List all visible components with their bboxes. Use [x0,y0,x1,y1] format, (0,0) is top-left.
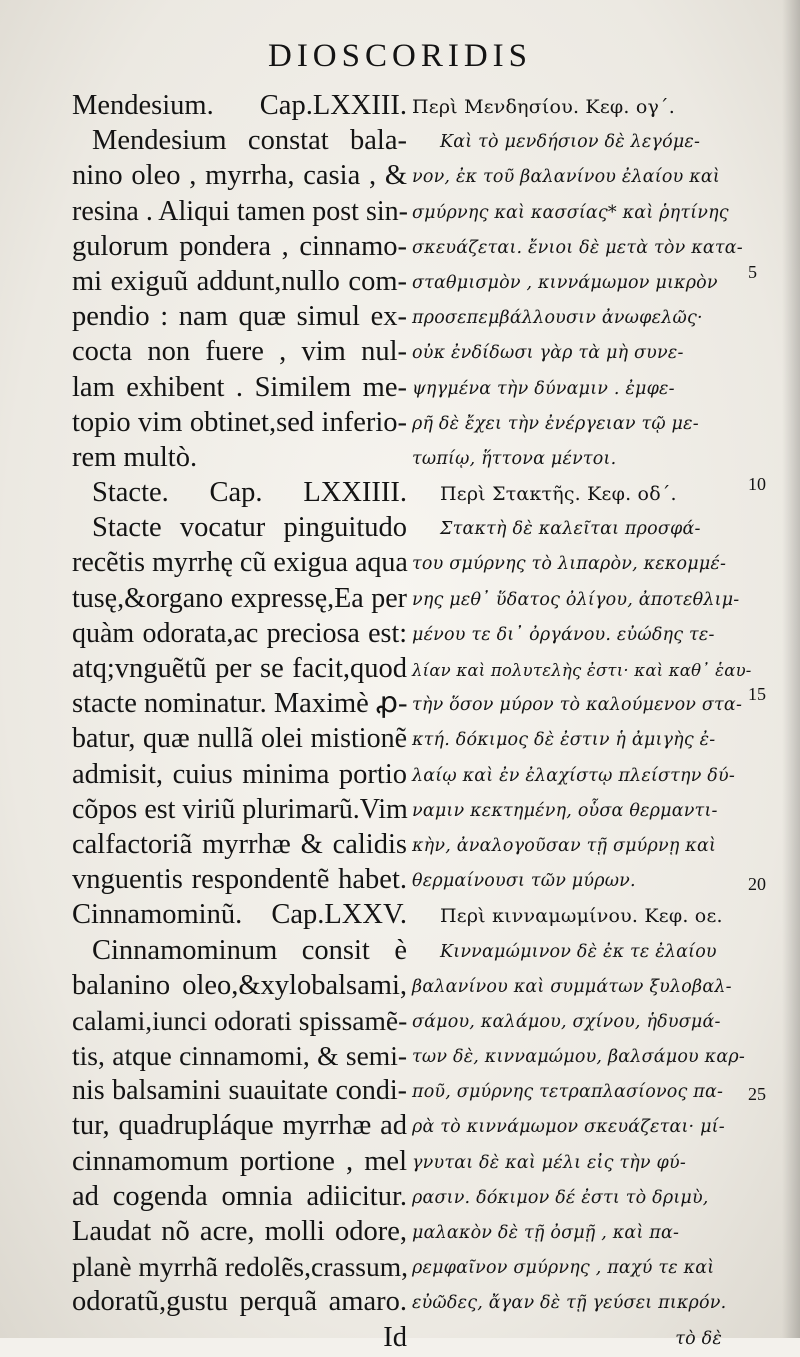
text-line: μένου τε δι᾽ ὀργάνου. εὐώδης τε- [412,624,715,645]
text-line: σάμου, καλάμου, σχίνου, ἡδυσμά- [412,1011,721,1032]
text-line: των δὲ, κινναμώμου, βαλσάμου καρ- [412,1047,745,1068]
catchword: τὸ δὲ [675,1328,722,1349]
text-line: κτή. δόκιμος δὲ ἐστιν ἡ ἀμιγὴς ἐ- [412,730,716,751]
text-line: quàm odorata,ac preciosa est: [72,617,407,649]
text-line: admisit, cuius minima portio [72,758,407,790]
text-line: cõpos est viriũ plurimarũ.Vim [72,793,408,825]
text-line: Καὶ τὸ μενδήσιον δὲ λεγόμε- [440,132,701,153]
text-line: σταθμισμὸν , κιννάμωμον μικρὸν [412,272,718,293]
text-line: calami,iunci odorati spissamẽ- [72,1004,408,1036]
text-line: σμύρνης καὶ κασσίας* καὶ ῥητίνης [412,202,729,223]
text-line: Κινναμώμινον δὲ ἐκ τε ἐλαίου [440,941,717,962]
text-line: pendio : nam quæ simul ex- [72,301,407,333]
greek-column [412,90,752,1357]
line-number-marker: 25 [748,1084,766,1104]
text-line: balanino oleo,&xylobalsami, [72,969,407,1001]
text-line: tis, atque cinnamomi, & semi- [72,1040,407,1072]
latin-column [72,88,407,1355]
line-number-marker: 15 [748,684,766,704]
text-line: gulorum pondera , cinnamo- [72,230,407,262]
text-line: vnguentis respondentẽ habet. [72,864,407,896]
text-line: batur, quæ nullã olei mistionẽ [72,723,407,755]
text-line: προσεπεμβάλλουσιν ἀνωφελῶς· [412,308,703,329]
line-number-marker: 5 [748,262,757,282]
text-line: νης μεθ᾽ ὕδατος ὀλίγου, ἀποτεθλιμ- [412,589,740,610]
chapter-heading-latin: Stacte. Cap. LXXIIII. [92,477,407,509]
text-line: rem multò. [72,441,198,473]
text-line: mi exiguũ addunt,nullo com- [72,265,407,297]
text-line: ρὰ τὸ κιννάμωμον σκευάζεται· μί- [412,1117,725,1138]
text-line: lam exhibent . Similem me- [72,371,407,403]
text-line: Mendesium constat bala- [92,125,407,157]
text-line: stacte nominatur. Maximè ꝓ- [72,688,408,720]
text-line: tusę,&organo expressę,Ea per [72,582,407,614]
text-line: resina . Aliqui tamen post sin- [72,195,408,227]
text-line: ρασιν. δόκιμον δέ ἐστι τὸ δριμὺ, [412,1187,709,1208]
text-line: cocta non fuere , vim nul- [72,336,407,368]
chapter-heading-greek: Περὶ Στακτῆς. Κεφ. οδ΄. [440,483,677,506]
text-line: νον, ἐκ τοῦ βαλανίνου ἐλαίου καὶ [412,167,720,188]
text-line: τὴν ὅσον μύρον τὸ καλούμενον στα- [412,695,743,716]
text-line: τωπίῳ, ἥττονα μέντοι. [412,448,617,469]
text-line: nino oleo , myrrha, casia , & [72,160,407,192]
chapter-heading-greek: Περὶ κινναμωμίνου. Κεφ. οε. [440,905,723,928]
text-line: ναμιν κεκτημένη, οὗσα θερμαντι- [412,800,718,821]
text-line: topio vim obtinet,sed inferio- [72,406,407,438]
text-line: Στακτὴ δὲ καλεῖται προσφά- [440,519,701,540]
text-line: οὐκ ἐνδίδωσι γὰρ τὰ μὴ συνε- [412,343,684,364]
page-edge-shadow [782,0,800,1338]
text-line: σκευάζεται. ἔνιοι δὲ μετὰ τὸν κατα- [412,237,743,258]
text-line: Laudat nõ acre, molli odore, [72,1216,407,1247]
text-line: ποῦ, σμύρνης τετραπλασίονος πα- [412,1082,724,1103]
text-line: cinnamomum portione , mel [72,1145,407,1177]
text-line: γνυται δὲ καὶ μέλι εἰς τὴν φύ- [412,1152,686,1173]
text-line: ρεμφαῖνον σμύρνης , παχύ τε καὶ [412,1258,715,1279]
text-line: βαλανίνου καὶ συμμάτων ξυλοβαλ- [412,976,732,997]
line-number-marker: 10 [748,474,766,494]
text-line: λαίῳ καὶ ἐν ἐλαχίστῳ πλείστην δύ- [412,765,735,786]
text-line: nis balsamini suauitate condi- [72,1075,407,1107]
text-line: Cinnamominum consit è [92,934,407,966]
text-line: λίαν καὶ πολυτελὴς ἐστι· καὶ καθ᾽ ἑαυ- [412,661,752,680]
text-line: θερμαίνουσι τῶν μύρων. [412,871,636,892]
text-line: εὐῶδες, ἄγαν δὲ τῇ γεύσει πικρόν. [412,1293,727,1314]
chapter-heading-latin: Mendesium. Cap.LXXIII. [72,90,407,121]
chapter-heading-latin: Cinnamominũ. Cap.LXXV. [72,899,407,931]
text-line: atq;vnguẽtũ per se facit,quod [72,653,407,684]
text-line: ψηγμένα τὴν δύναμιν . ἐμφε- [412,378,675,399]
text-line: calfactoriã myrrhæ & calidis [72,828,407,860]
text-line: Stacte vocatur pinguitudo [92,512,407,544]
running-head: DIOSCORIDIS [267,38,533,74]
text-line: κὴν, ἀναλογοῦσαν τῇ σμύρνῃ καὶ [412,835,717,856]
text-line: του σμύρνης τὸ λιπαρὸν, κεκομμέ- [412,554,727,575]
text-line: ρῆ δὲ ἔχει τὴν ἐνέργειαν τῷ με- [412,413,699,434]
text-line: μαλακὸν δὲ τῇ ὀσμῇ , καὶ πα- [412,1223,680,1243]
text-line: tur, quadrupláque myrrhæ ad [72,1110,407,1142]
line-number-marker: 20 [748,874,766,894]
chapter-heading-greek: Περὶ Μενδησίου. Κεφ. ογ΄. [412,96,675,118]
text-line: planè myrrhã redolẽs,crassum, [72,1251,408,1283]
text-line: odoratũ,gustu perquã amaro. [72,1286,407,1318]
text-line: recẽtis myrrhę cũ exigua aqua [72,547,408,579]
text-line: ad cogenda omnia adiicitur. [72,1180,407,1212]
catchword: Id [383,1321,407,1353]
